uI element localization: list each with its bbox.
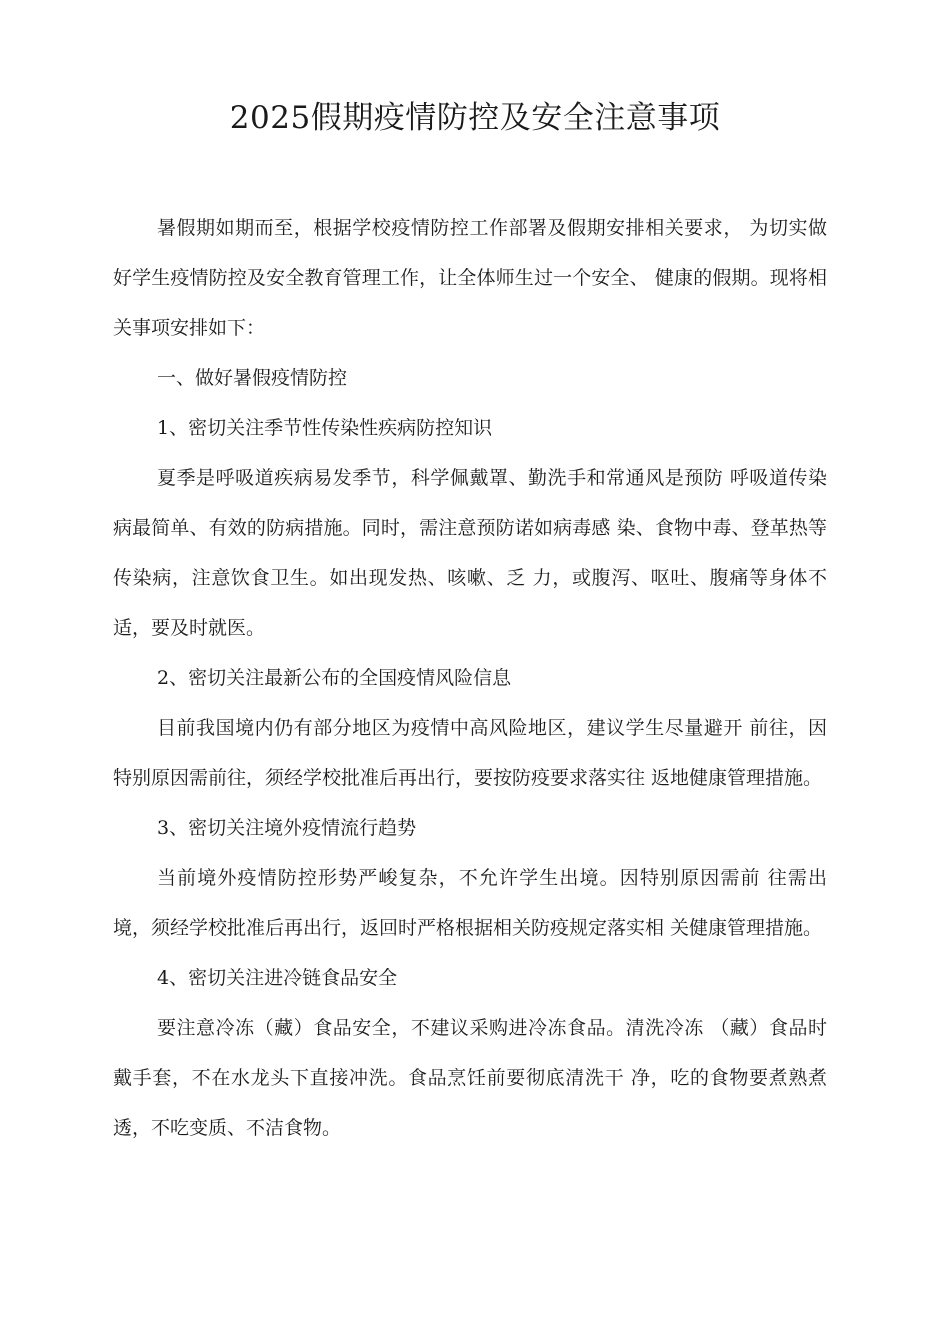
subsection-paragraph-4: 要注意冷冻（藏）食品安全，不建议采购进冷冻食品。清洗冷冻 （藏）食品时戴手套，不在水龙头下直接冲洗。食品烹饪前要彻底清洗干 净，吃的食物要煮熟煮透，不吃变质、不洁食物。 [113,1017,827,1139]
subsection-paragraph-2: 目前我国境内仍有部分地区为疫情中高风险地区，建议学生尽量避开 前往，因特别原因需前往，须经学校批准后再出行，要按防疫要求落实往 返地健康管理措施。 [113,717,827,789]
subsection-paragraph-3: 当前境外疫情防控形势严峻复杂，不允许学生出境。因特别原因需前 往需出境，须经学校批准后再出行，返回时严格根据相关防疫规定落实相 关健康管理措施。 [113,867,827,939]
section-heading-1: 一、做好暑假疫情防控 [157,367,348,389]
document-title: 2025假期疫情防控及安全注意事项 [229,100,721,136]
intro-paragraph: 暑假期如期而至，根据学校疫情防控工作部署及假期安排相关要求， 为切实做好学生疫情防控及安全教育管理工作，让全体师生过一个安全、 健康的假期。现将相关事项安排如下： [113,217,827,339]
document-body [113,203,827,1153]
subsection-heading-2: 2、密切关注最新公布的全国疫情风险信息 [157,667,512,689]
subsection-heading-1: 1、密切关注季节性传染性疾病防控知识 [157,417,493,439]
subsection-heading-3: 3、密切关注境外疫情流行趋势 [157,817,417,839]
subsection-paragraph-1: 夏季是呼吸道疾病易发季节，科学佩戴罩、勤洗手和常通风是预防 呼吸道传染病最简单、有效的防病措施。同时，需注意预防诺如病毒感 染、食物中毒、登革热等传染病，注意饮食卫生。如出现发热、咳嗽、乏 力，或腹泻、呕吐、腹痛等身体不适，要及时就医。 [113,467,827,639]
subsection-heading-4: 4、密切关注进冷链食品安全 [157,967,398,989]
